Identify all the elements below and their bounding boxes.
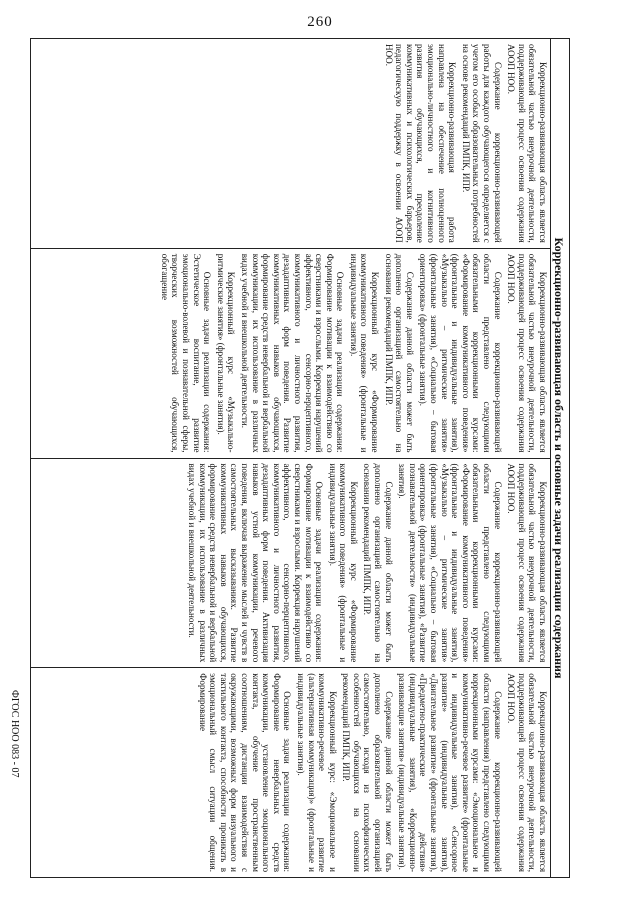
column-paragraph: Коррекционный курс: «Эмоциональное и коммуникативно-речевое развитие (альтернативная коммуникация)» (фронтальные и индивидуальные занятия). [295, 673, 338, 872]
column-paragraph: Содержание коррекционно-развивающей работы для каждого обучающегося определяется с учетом его особых образовательных потребностей на основе рекомендаций ПМПК, ИПР. [460, 44, 503, 243]
column-paragraph: Коррекционно-развивающая работа направлена на обеспечение полноценного эмоционально-личностного и когнитивного развития обучающихся, преодоление коммуникативных и психологических барьеров, педагогическую поддержку в освоении АООП НОО. [383, 44, 458, 243]
page-number: 260 [307, 14, 333, 30]
column-paragraph: Коррекционный курс «Музыкально-ритмические занятия» (фронтальные занятия). [215, 253, 237, 453]
column-paragraph: Содержание данной области может быть дополнено организацией самостоятельно на основании рекомендаций ПМПК, ИПР. [383, 253, 415, 453]
column-paragraph: Коррекционный курс «Формирование коммуникативного поведения» (фронтальные и индивидуальные занятия). [327, 463, 359, 663]
document-code: ФГОС НОО 083 - 07 [9, 690, 20, 778]
column-paragraph: Коррекционный курс «Формирование коммуникативного поведения» (фронтальные и индивидуальные занятия). [348, 253, 381, 453]
column-paragraph: Содержание коррекционно-развивающей области представлено следующими обязательными коррекционными курсами: «Формирование коммуникативного поведения» (фронтальные и индивидуальные занятия), «Музыкально – ритмические занятия» (фронтальные занятия), «Социально – бытовая ориентировка» (фронтальные занятия). [418, 253, 503, 453]
column-paragraph: Коррекционно-развивающая область является обязательной частью внеурочной деятельности, поддерживающей процесс освоения содержания АООП НОО. [506, 253, 548, 453]
column-paragraph: Коррекционно-развивающая область является обязательной частью внеурочной деятельности, поддерживающей процесс освоения содержания АООП НОО. [506, 44, 548, 243]
table-column-1 [31, 39, 551, 249]
column-paragraph: Основные задачи реализации содержания: Формирование невербальных средств коммуникации, установление эмоционального контакта, обучение пространственным соотношениям, дистанции взаимодействия с окружающими, возможных форм визуального и тактильного контакта, способности проникать в эмоциональный смысл ситуации общения. Формирование [197, 673, 293, 872]
column-paragraph: Основные задачи реализации содержания: Эстетическое воспитание, развитие эмоционально-волевой и познавательной сферы, творческих возможностей обучающихся, обогащение [159, 253, 213, 453]
table-column-4 [31, 668, 551, 877]
table-heading: Коррекционно-развивающая область и основные задачи реализации содержания [550, 38, 570, 878]
column-paragraph: Содержание данной области может быть дополнено образовательной организацией самостоятельно, исходя из психофизических особенностей обучающихся на основании рекомендаций ПМПК, ИПР. [341, 673, 394, 872]
column-paragraph: Содержание коррекционно-развивающей области представлено следующими обязательными коррекционными курсами: «Формирование коммуникативного поведения» (фронтальные и индивидуальные занятия), «Музыкально – ритмические занятия» (фронтальные занятия), «Социально – бытовая ориентировка» (фронтальные занятия), «Развитие познавательной деятельности» (индивидуальные занятия). [397, 463, 503, 663]
rotated-table-area [30, 38, 570, 878]
column-paragraph: Коррекционно-развивающая область является обязательной частью внеурочной деятельности, поддерживающей процесс освоения содержания АООП НОО. [506, 673, 548, 872]
document-code-area [6, 690, 26, 850]
column-paragraph: Основные задачи реализации содержания: Формирование мотивации к взаимодействию со сверстниками и взрослыми. Коррекция нарушений аффективного, сенсорно-перцептивного, коммуникативного и личностного развития, дезадаптивных форм поведения. Развитие коммуникативных навыков обучающихся, формирование средств невербальной и вербальной коммуникации, их использование в различных видах учебной и внешкольной деятельности. [239, 253, 346, 453]
column-paragraph: Коррекционно-развивающая область является обязательной частью внеурочной деятельности, поддерживающей процесс освоения содержания АООП НОО. [506, 463, 548, 663]
column-paragraph: Содержание данной области может быть дополнено организацией самостоятельно на основании рекомендаций ПМПК, ИПР. [362, 463, 394, 663]
column-paragraph: Основные задачи реализации содержания: Формирование мотивации к взаимодействию со сверстниками и взрослыми. Коррекция нарушений аффективного, сенсорно-перцептивного, коммуникативного и личностного развития, дезадаптивных форм поведения. Активизация навыков устной коммуникации, речевого поведения, включая выражение мыслей и чувств в самостоятельных высказываниях. Развитие коммуникативных навыков обучающихся, формирование средств невербальной и вербальной коммуникации, их использование в различных видах учебной и внешкольной деятельности. [187, 463, 325, 663]
content-table [30, 38, 570, 878]
table-grid [30, 38, 551, 878]
table-column-2 [31, 249, 551, 459]
column-paragraph: Содержание коррекционно-развивающей области (направления) представлено следующими коррекционными курсами: «Эмоциональное и коммуникативно-речевое развитие» (фронтальные и индивидуальные занятия), «Сенсорное развитие» (индивидуальные занятия), «Двигательное развитие» (фронтальные занятия), «Предметно-практические действия» (индивидуальные занятия), «Коррекционно-развивающие занятия» (индивидуальные занятия). [397, 673, 503, 872]
table-column-3 [31, 459, 551, 669]
